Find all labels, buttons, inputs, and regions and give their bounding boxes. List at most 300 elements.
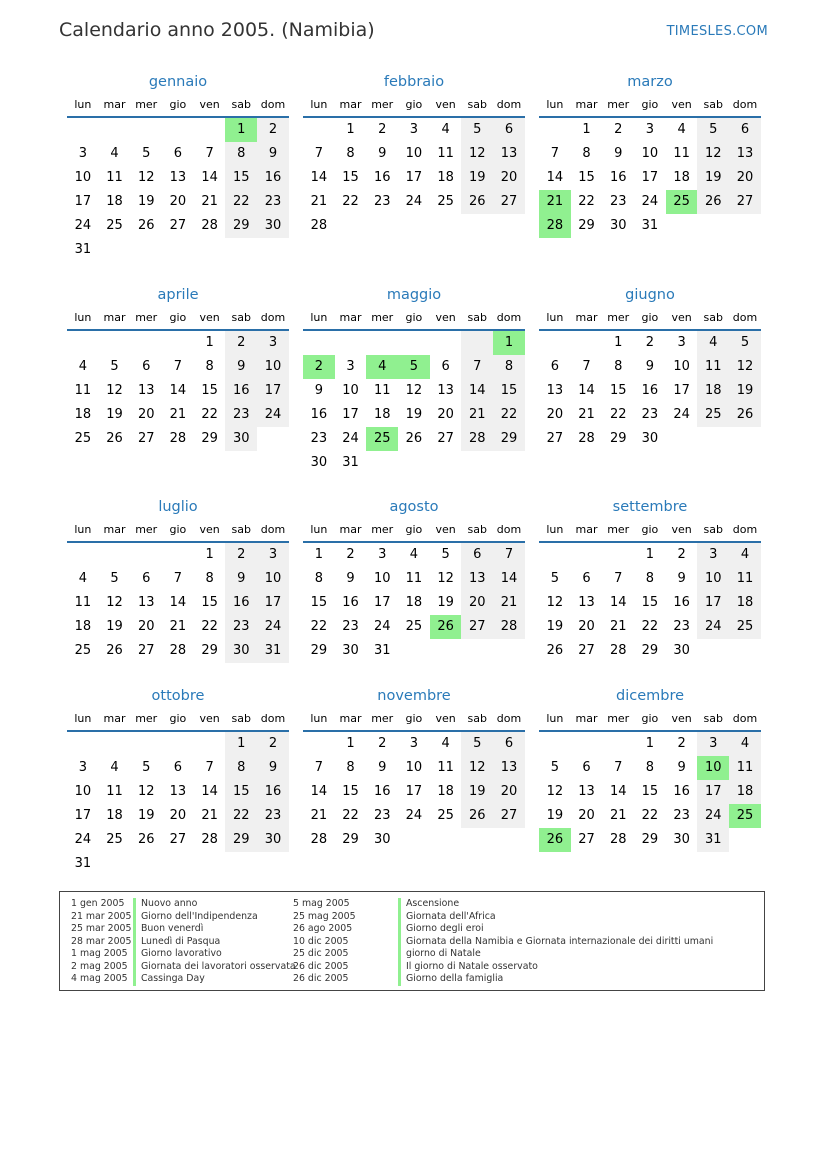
- day-cell: 11: [106, 170, 123, 185]
- day-cell: 20: [137, 407, 155, 422]
- day-cell: 25: [106, 218, 123, 233]
- day-cell: 28: [201, 218, 218, 233]
- weekday-label: lun: [546, 98, 564, 111]
- day-cell: 15: [342, 784, 359, 799]
- legend-row: [398, 923, 713, 936]
- day-cell: 15: [342, 170, 359, 185]
- day-cell: 27: [137, 431, 155, 446]
- empty-cell: [493, 214, 525, 238]
- day-cell: 3: [378, 547, 387, 562]
- day-cell: 16: [225, 379, 257, 403]
- day-cell: 29: [641, 832, 659, 847]
- day-cell: 9: [677, 571, 686, 586]
- day-cell: 22: [609, 407, 627, 422]
- month-aprile: [67, 284, 289, 451]
- day-cell: 15: [493, 379, 525, 403]
- page-title: Calendario anno 2005. (Namibia): [59, 19, 375, 41]
- day-cell: 9: [677, 760, 686, 775]
- weekday-label: gio: [405, 712, 423, 725]
- empty-cell: [335, 214, 367, 238]
- day-cell: 10: [373, 571, 391, 586]
- day-cell: 15: [201, 595, 218, 610]
- day-cell: 19: [106, 407, 123, 422]
- weekday-label: sab: [703, 523, 724, 536]
- day-cell: 5: [441, 547, 450, 562]
- day-cell: 12: [137, 170, 155, 185]
- day-cell: 21: [461, 403, 493, 427]
- day-cell: 16: [373, 784, 391, 799]
- empty-cell: [303, 118, 335, 142]
- weekday-label: mar: [339, 523, 362, 536]
- weekday-label: mer: [135, 98, 158, 111]
- weekday-label: gio: [641, 712, 659, 725]
- empty-cell: [99, 852, 131, 876]
- day-cell: 3: [697, 732, 729, 756]
- day-cell: 31: [257, 639, 289, 663]
- day-cell: 18: [729, 591, 761, 615]
- day-cell: 4: [110, 760, 119, 775]
- day-cell: 12: [106, 383, 123, 398]
- day-cell: 17: [74, 808, 92, 823]
- legend-row: [293, 961, 355, 974]
- weekday-label: mar: [103, 98, 126, 111]
- day-cell: 7: [205, 760, 214, 775]
- day-cell: 4: [409, 547, 419, 562]
- empty-cell: [461, 331, 493, 355]
- empty-cell: [130, 118, 162, 142]
- day-cell: 21: [310, 808, 328, 823]
- day-cell: 10: [697, 567, 729, 591]
- day-cell: 8: [614, 359, 623, 374]
- day-cell: 31: [74, 242, 92, 257]
- day-cell: 18: [74, 407, 92, 422]
- day-cell: 28: [310, 832, 328, 847]
- legend-name: Buon venerdì: [133, 923, 203, 936]
- legend-date: 25 mar 2005: [71, 923, 132, 934]
- empty-cell: [257, 427, 289, 451]
- empty-cell: [162, 331, 194, 355]
- day-cell: 12: [546, 784, 564, 799]
- day-cell: 25: [74, 643, 92, 658]
- empty-cell: [99, 543, 131, 567]
- day-cell: 15: [578, 170, 595, 185]
- month-marzo: [539, 71, 761, 238]
- weekday-label: mer: [135, 712, 158, 725]
- day-cell: 22: [342, 194, 359, 209]
- day-cell: 2: [225, 331, 257, 355]
- day-cell: 14: [310, 170, 328, 185]
- empty-cell: [430, 451, 462, 475]
- day-cell: 28: [609, 643, 627, 658]
- weekday-label: dom: [260, 523, 286, 536]
- empty-cell: [366, 451, 398, 475]
- month-name: dicembre: [615, 688, 685, 704]
- weekday-label: sab: [703, 712, 724, 725]
- legend-name: Giorno lavorativo: [133, 948, 222, 961]
- weekday-label: mar: [103, 523, 126, 536]
- month-name: luglio: [158, 499, 198, 515]
- day-cell: 5: [398, 355, 430, 379]
- day-cell: 4: [729, 543, 761, 567]
- day-cell: 2: [614, 122, 623, 137]
- empty-cell: [430, 639, 462, 663]
- day-cell: 12: [137, 784, 155, 799]
- day-cell: 9: [257, 142, 289, 166]
- day-cell: 7: [314, 760, 323, 775]
- month-name: giugno: [625, 287, 675, 303]
- day-grid: [67, 543, 289, 663]
- day-cell: 23: [609, 194, 627, 209]
- day-cell: 23: [310, 431, 328, 446]
- weekday-label: mer: [607, 98, 630, 111]
- day-cell: 6: [550, 359, 559, 374]
- day-cell: 23: [373, 194, 391, 209]
- day-cell: 25: [405, 619, 423, 634]
- day-cell: 21: [493, 591, 525, 615]
- day-cell: 23: [641, 407, 659, 422]
- empty-cell: [130, 732, 162, 756]
- day-grid: [67, 331, 289, 451]
- day-cell: 22: [641, 808, 659, 823]
- day-cell: 20: [169, 808, 187, 823]
- day-cell: 2: [378, 122, 387, 137]
- day-cell: 15: [310, 595, 328, 610]
- legend-date: 2 mag 2005: [71, 960, 128, 972]
- empty-cell: [493, 639, 525, 663]
- weekday-label: dom: [496, 712, 522, 725]
- month-ottobre: [67, 685, 289, 876]
- day-cell: 2: [257, 732, 289, 756]
- legend-name: Giorno degli eroi: [398, 923, 484, 936]
- weekday-label: mer: [135, 311, 158, 324]
- day-cell: 19: [137, 808, 155, 823]
- day-cell: 22: [342, 808, 359, 823]
- empty-cell: [666, 427, 698, 451]
- month-dicembre: [539, 685, 761, 852]
- day-cell: 11: [74, 595, 92, 610]
- day-cell: 30: [641, 431, 659, 446]
- day-cell: 7: [461, 355, 493, 379]
- day-cell: 9: [378, 760, 387, 775]
- day-cell: 15: [609, 383, 627, 398]
- day-cell: 19: [106, 619, 123, 634]
- day-cell: 5: [729, 331, 761, 355]
- day-cell: 30: [609, 218, 627, 233]
- day-cell: 25: [729, 615, 761, 639]
- day-cell: 23: [673, 619, 690, 634]
- weekday-label: dom: [260, 98, 286, 111]
- day-grid: [539, 118, 761, 238]
- day-cell: 13: [461, 567, 493, 591]
- weekday-label: mer: [135, 523, 158, 536]
- day-cell: 22: [201, 619, 218, 634]
- day-cell: 25: [729, 804, 761, 828]
- day-cell: 18: [437, 784, 454, 799]
- day-cell: 12: [461, 142, 493, 166]
- day-cell: 11: [729, 567, 761, 591]
- day-cell: 22: [225, 190, 257, 214]
- legend-name: Giorno della famiglia: [398, 973, 503, 986]
- day-cell: 28: [169, 431, 187, 446]
- legend-name: Il giorno di Natale osservato: [398, 961, 538, 974]
- day-cell: 29: [342, 832, 359, 847]
- weekday-label: ven: [671, 712, 692, 725]
- day-cell: 1: [493, 331, 525, 355]
- day-cell: 31: [342, 455, 359, 470]
- day-cell: 5: [697, 118, 729, 142]
- day-cell: 4: [78, 359, 87, 374]
- day-cell: 3: [346, 359, 355, 374]
- month-novembre: [303, 685, 525, 852]
- legend-name: Giornata dei lavoratori osservata: [133, 961, 296, 974]
- empty-cell: [335, 331, 367, 355]
- day-cell: 26: [106, 431, 123, 446]
- day-cell: 13: [546, 383, 564, 398]
- day-cell: 13: [493, 756, 525, 780]
- day-cell: 30: [257, 214, 289, 238]
- day-cell: 13: [137, 383, 155, 398]
- day-cell: 3: [78, 760, 87, 775]
- legend-row: [398, 961, 713, 974]
- day-cell: 30: [310, 455, 328, 470]
- empty-cell: [162, 118, 194, 142]
- weekday-header: [67, 518, 289, 543]
- day-cell: 11: [405, 571, 423, 586]
- month-settembre: [539, 496, 761, 663]
- month-name: gennaio: [148, 74, 208, 90]
- day-cell: 24: [257, 403, 289, 427]
- day-cell: 18: [673, 170, 690, 185]
- legend-name: Giorno dell'Indipendenza: [133, 911, 258, 924]
- day-cell: 12: [729, 355, 761, 379]
- day-cell: 12: [405, 383, 423, 398]
- day-cell: 24: [257, 615, 289, 639]
- day-cell: 8: [493, 355, 525, 379]
- day-cell: 14: [201, 170, 218, 185]
- day-cell: 17: [673, 383, 690, 398]
- day-cell: 27: [578, 832, 595, 847]
- day-cell: 21: [201, 194, 218, 209]
- legend-column-right: [398, 898, 713, 986]
- weekday-label: gio: [405, 311, 423, 324]
- day-cell: 5: [142, 146, 151, 161]
- legend-date: 26 dic 2005: [293, 960, 349, 972]
- legend-date: 5 mag 2005: [293, 898, 350, 909]
- empty-cell: [461, 639, 493, 663]
- day-cell: 19: [437, 595, 454, 610]
- day-cell: 21: [169, 619, 187, 634]
- legend-name: Giornata della Namibia e Giornata internazionale dei diritti umani: [398, 936, 713, 949]
- day-cell: 2: [677, 547, 686, 562]
- day-cell: 8: [205, 571, 214, 586]
- day-cell: 17: [257, 379, 289, 403]
- month-maggio: [303, 284, 525, 475]
- day-cell: 28: [539, 214, 571, 238]
- day-cell: 1: [582, 122, 591, 137]
- day-cell: 10: [697, 756, 729, 780]
- day-cell: 8: [645, 760, 655, 775]
- weekday-label: sab: [467, 98, 488, 111]
- weekday-label: ven: [199, 98, 220, 111]
- day-cell: 5: [110, 571, 119, 586]
- day-cell: 24: [74, 218, 92, 233]
- day-cell: 26: [137, 832, 155, 847]
- day-cell: 22: [310, 619, 328, 634]
- legend-row: [71, 973, 296, 986]
- day-cell: 13: [493, 142, 525, 166]
- weekday-label: dom: [260, 712, 286, 725]
- empty-cell: [67, 331, 99, 355]
- day-cell: 14: [578, 383, 595, 398]
- day-cell: 22: [578, 194, 595, 209]
- legend-name: giorno di Natale: [398, 948, 481, 961]
- day-cell: 13: [169, 784, 187, 799]
- legend-name: Nuovo anno: [133, 898, 197, 911]
- day-cell: 4: [441, 122, 450, 137]
- day-cell: 28: [310, 218, 328, 233]
- day-cell: 1: [225, 118, 257, 142]
- empty-cell: [67, 732, 99, 756]
- empty-cell: [493, 451, 525, 475]
- day-cell: 10: [405, 760, 423, 775]
- day-cell: 1: [645, 547, 655, 562]
- weekday-label: dom: [732, 712, 758, 725]
- site-link[interactable]: TIMESLES.COM: [666, 24, 768, 39]
- day-cell: 27: [578, 643, 595, 658]
- weekday-label: dom: [732, 98, 758, 111]
- day-cell: 25: [666, 190, 698, 214]
- weekday-label: gio: [169, 98, 187, 111]
- legend-date: 1 gen 2005: [71, 898, 125, 909]
- day-cell: 4: [697, 331, 729, 355]
- weekday-label: gio: [405, 523, 423, 536]
- day-cell: 3: [645, 122, 655, 137]
- empty-cell: [697, 427, 729, 451]
- day-cell: 13: [437, 383, 454, 398]
- day-grid: [303, 543, 525, 663]
- day-cell: 26: [461, 190, 493, 214]
- day-cell: 2: [378, 736, 387, 751]
- day-cell: 29: [310, 643, 328, 658]
- weekday-label: ven: [199, 523, 220, 536]
- day-cell: 21: [609, 619, 627, 634]
- day-cell: 8: [225, 142, 257, 166]
- day-cell: 13: [729, 142, 761, 166]
- day-cell: 15: [225, 166, 257, 190]
- day-cell: 18: [74, 619, 92, 634]
- legend-date: 21 mar 2005: [71, 910, 132, 922]
- legend-date: 28 mar 2005: [71, 935, 132, 947]
- day-cell: 17: [342, 407, 359, 422]
- month-name: settembre: [612, 499, 688, 515]
- day-cell: 10: [74, 170, 92, 185]
- day-cell: 15: [225, 780, 257, 804]
- legend-row: [71, 936, 296, 949]
- weekday-label: lun: [310, 98, 328, 111]
- day-cell: 12: [106, 595, 123, 610]
- day-cell: 20: [437, 407, 454, 422]
- day-cell: 11: [437, 146, 454, 161]
- legend-date: 1 mag 2005: [71, 948, 128, 959]
- day-cell: 30: [373, 832, 391, 847]
- empty-cell: [194, 118, 226, 142]
- day-cell: 26: [106, 643, 123, 658]
- weekday-label: mer: [607, 523, 630, 536]
- day-cell: 20: [578, 619, 595, 634]
- weekday-label: lun: [546, 311, 564, 324]
- empty-cell: [194, 852, 226, 876]
- day-cell: 1: [205, 335, 214, 350]
- weekday-header: [303, 518, 525, 543]
- day-cell: 30: [673, 832, 690, 847]
- weekday-label: lun: [74, 523, 92, 536]
- empty-cell: [303, 732, 335, 756]
- legend-row: [398, 948, 713, 961]
- weekday-label: sab: [231, 712, 252, 725]
- empty-cell: [398, 451, 430, 475]
- day-cell: 22: [493, 403, 525, 427]
- weekday-label: mar: [575, 311, 598, 324]
- day-cell: 12: [697, 142, 729, 166]
- day-grid: [539, 732, 761, 852]
- legend-row: [71, 898, 296, 911]
- day-cell: 24: [74, 832, 92, 847]
- weekday-header: [67, 93, 289, 118]
- day-cell: 9: [645, 359, 655, 374]
- empty-cell: [398, 214, 430, 238]
- weekday-label: ven: [671, 523, 692, 536]
- weekday-label: gio: [641, 523, 659, 536]
- day-cell: 10: [641, 146, 659, 161]
- empty-cell: [461, 451, 493, 475]
- day-cell: 9: [314, 383, 323, 398]
- day-cell: 19: [546, 808, 564, 823]
- day-cell: 22: [225, 804, 257, 828]
- weekday-label: sab: [467, 712, 488, 725]
- weekday-label: lun: [546, 712, 564, 725]
- weekday-header: [539, 306, 761, 331]
- empty-cell: [162, 852, 194, 876]
- day-cell: 6: [173, 146, 183, 161]
- weekday-label: sab: [467, 523, 488, 536]
- weekday-label: lun: [74, 712, 92, 725]
- weekday-label: ven: [671, 98, 692, 111]
- weekday-label: mar: [339, 98, 362, 111]
- empty-cell: [602, 732, 634, 756]
- legend-name: Ascensione: [398, 898, 459, 911]
- day-cell: 2: [645, 335, 655, 350]
- day-cell: 6: [729, 118, 761, 142]
- day-cell: 29: [201, 643, 218, 658]
- day-cell: 9: [257, 756, 289, 780]
- legend-row: [398, 936, 713, 949]
- weekday-label: gio: [641, 311, 659, 324]
- day-cell: 17: [697, 591, 729, 615]
- weekday-label: mer: [607, 712, 630, 725]
- day-cell: 11: [729, 756, 761, 780]
- day-cell: 3: [78, 146, 87, 161]
- empty-cell: [602, 543, 634, 567]
- day-cell: 8: [346, 760, 355, 775]
- empty-cell: [130, 238, 162, 262]
- day-cell: 12: [437, 571, 454, 586]
- empty-cell: [398, 331, 430, 355]
- weekday-label: ven: [435, 523, 456, 536]
- day-cell: 3: [409, 122, 419, 137]
- weekday-label: lun: [310, 523, 328, 536]
- day-cell: 24: [373, 619, 391, 634]
- day-cell: 31: [641, 218, 659, 233]
